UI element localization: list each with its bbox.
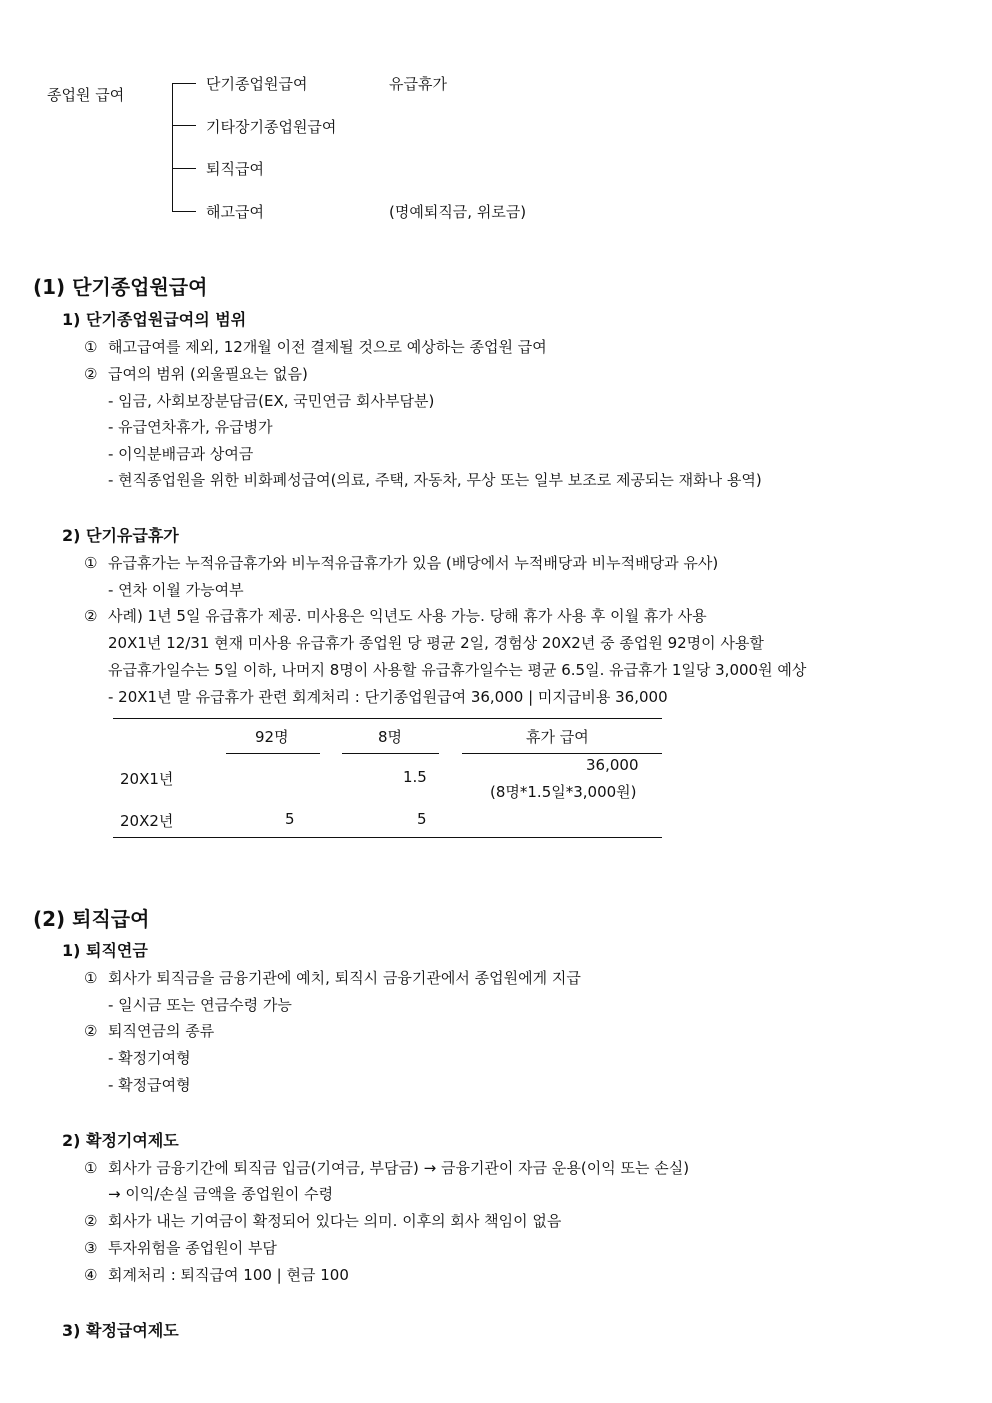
- section-title: (2) 퇴직급여: [33, 907, 150, 931]
- dash-item: - 확정기여형: [108, 1049, 191, 1067]
- header-underline: [226, 753, 320, 754]
- journal-entry: - 20X1년 말 유급휴가 관련 회계처리 : 단기종업원급여 36,000 | 미지급비용 36,000: [108, 688, 668, 706]
- item-text: 해고급여를 제외, 12개월 이전 결제될 것으로 예상하는 종업원 급여: [108, 338, 547, 356]
- list-item: [84, 363, 308, 384]
- tree-branch-label: 해고급여: [206, 203, 264, 221]
- item-number: ④: [84, 1266, 98, 1284]
- dash-item: - 임금, 사회보장분담금(EX, 국민연금 회사부담분): [108, 392, 435, 410]
- table-cell-year: 20X1년: [120, 770, 174, 788]
- item-number: ①: [84, 554, 98, 572]
- subsection-title: 2) 단기유급휴가: [62, 526, 179, 545]
- item-text: 회사가 퇴직금을 금융기관에 예치, 퇴직시 금융기관에서 종업원에게 지급: [108, 969, 581, 987]
- tree-branch-label: 퇴직급여: [206, 160, 264, 178]
- item-number: ③: [84, 1239, 98, 1257]
- header-underline: [342, 753, 439, 754]
- table-cell-year: 20X2년: [120, 812, 174, 830]
- subsection-title: 2) 확정기여제도: [62, 1131, 179, 1150]
- item-number: ②: [84, 1212, 98, 1230]
- tree-branch-note: (명예퇴직금, 위로금): [389, 203, 527, 221]
- table-cell: 1.5: [403, 768, 427, 786]
- tree-branch-note: 유급휴가: [389, 75, 447, 93]
- list-item: [84, 1157, 689, 1178]
- tree-root: 종업원 급여: [47, 86, 125, 104]
- item-text: 회사가 금융기간에 퇴직금 입금(기여금, 부담금) → 금융기관이 자금 운용(이익 또는 손실): [108, 1159, 690, 1177]
- tree-branch-label: 단기종업원급여: [206, 75, 308, 93]
- subsection-title: 1) 단기종업원급여의 범위: [62, 310, 247, 329]
- table-top-rule: [113, 718, 662, 719]
- list-item: [84, 552, 718, 573]
- item-number: ①: [84, 969, 98, 987]
- table-header: 8명: [378, 728, 403, 746]
- table-bottom-rule: [113, 837, 662, 838]
- list-item: [84, 1264, 349, 1285]
- tree-trunk: [172, 83, 173, 211]
- list-item: [84, 1020, 214, 1041]
- item-text: 사례) 1년 5일 유급휴가 제공. 미사용은 익년도 사용 가능. 당해 휴가 사용 후 이월 휴가 사용: [108, 607, 707, 625]
- table-cell-pay: 36,000: [586, 756, 639, 774]
- item-number: ②: [84, 1022, 98, 1040]
- item-text: 회계처리 : 퇴직급여 100 | 현금 100: [108, 1266, 349, 1284]
- tree-branch-line: [172, 125, 196, 126]
- dash-item: - 확정급여형: [108, 1076, 191, 1094]
- list-item: [84, 1237, 277, 1258]
- section-title: (1) 단기종업원급여: [33, 275, 208, 299]
- subsection-title: 3) 확정급여제도: [62, 1321, 179, 1340]
- item-text: 퇴직연금의 종류: [108, 1022, 215, 1040]
- table-cell: 5: [285, 810, 295, 828]
- tree-branch-line: [172, 83, 196, 84]
- list-item: [84, 1210, 561, 1231]
- dash-item: - 연차 이월 가능여부: [108, 581, 244, 599]
- list-item: [84, 967, 581, 988]
- item-text-cont: 20X1년 12/31 현재 미사용 유급휴가 종업원 당 평균 2일, 경험상 20X2년 중 종업원 92명이 사용할: [108, 634, 764, 652]
- dash-item: - 유급연차휴가, 유급병가: [108, 418, 273, 436]
- dash-item: - 일시금 또는 연금수령 가능: [108, 996, 292, 1014]
- tree-branch-line: [172, 168, 196, 169]
- item-number: ②: [84, 607, 98, 625]
- item-number: ①: [84, 1159, 98, 1177]
- item-text-cont: 유급휴가일수는 5일 이하, 나머지 8명이 사용할 유급휴가일수는 평균 6.5일. 유급휴가 1일당 3,000원 예상: [108, 661, 807, 679]
- tree-branch-line: [172, 211, 196, 212]
- dash-item: - 이익분배금과 상여금: [108, 445, 254, 463]
- item-number: ①: [84, 338, 98, 356]
- table-header: 92명: [255, 728, 289, 746]
- item-text: 회사가 내는 기여금이 확정되어 있다는 의미. 이후의 회사 책임이 없음: [108, 1212, 562, 1230]
- header-underline: [462, 753, 662, 754]
- item-number: ②: [84, 365, 98, 383]
- table-cell-pay-note: (8명*1.5일*3,000원): [490, 783, 637, 801]
- item-text-cont: → 이익/손실 금액을 종업원이 수령: [108, 1185, 334, 1203]
- list-item: [84, 336, 547, 357]
- subsection-title: 1) 퇴직연금: [62, 941, 148, 960]
- item-text: 유급휴가는 누적유급휴가와 비누적유급휴가가 있음 (배당에서 누적배당과 비누적배당과 유사): [108, 554, 719, 572]
- tree-branch-label: 기타장기종업원급여: [206, 118, 337, 136]
- item-text: 급여의 범위 (외울필요는 없음): [108, 365, 308, 383]
- list-item: [84, 605, 707, 626]
- item-text: 투자위험을 종업원이 부담: [108, 1239, 277, 1257]
- table-header: 휴가 급여: [526, 728, 589, 746]
- dash-item: - 현직종업원을 위한 비화폐성급여(의료, 주택, 자동차, 무상 또는 일부 보조로 제공되는 재화나 용역): [108, 471, 762, 489]
- table-cell: 5: [417, 810, 427, 828]
